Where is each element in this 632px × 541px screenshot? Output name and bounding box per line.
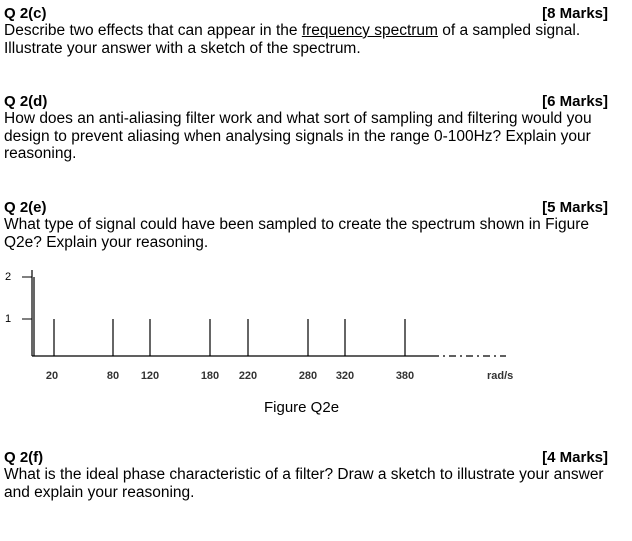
x-tick-label: 80 bbox=[106, 370, 120, 382]
x-tick-label: 220 bbox=[238, 370, 258, 382]
question-id: Q 2(f) bbox=[4, 449, 44, 466]
question-2e bbox=[4, 199, 608, 251]
question-2c bbox=[4, 5, 608, 57]
x-tick-label: 180 bbox=[200, 370, 220, 382]
question-text: What type of signal could have been sampled to create the spectrum shown in Figure Q2e? Explain your reasoning. bbox=[4, 216, 590, 251]
question-header bbox=[4, 5, 608, 22]
question-text-part: Describe two effects that can appear in the bbox=[4, 22, 302, 39]
x-tick-label: 20 bbox=[45, 370, 59, 382]
question-marks: [5 Marks] bbox=[542, 199, 608, 216]
question-2f bbox=[4, 449, 608, 501]
frequency-spectrum-link[interactable]: frequency spectrum bbox=[301, 22, 438, 39]
question-text-part: of a sampled signal. bbox=[437, 22, 581, 39]
question-marks: [8 Marks] bbox=[542, 5, 608, 22]
question-id: Q 2(d) bbox=[4, 93, 48, 110]
question-text bbox=[4, 22, 608, 57]
question-header bbox=[4, 93, 608, 110]
question-text: What is the ideal phase characteristic of a filter? Draw a sketch to illustrate your answer and explain your reasoning. bbox=[4, 466, 604, 501]
question-id: Q 2(c) bbox=[4, 5, 47, 22]
question-marks: [6 Marks] bbox=[542, 93, 608, 110]
question-marks: [4 Marks] bbox=[542, 449, 608, 466]
spectrum-figure bbox=[0, 262, 632, 392]
question-header bbox=[4, 449, 608, 466]
x-tick-label: 280 bbox=[298, 370, 318, 382]
y-tick-label: 2 bbox=[5, 271, 12, 283]
x-tick-label: 320 bbox=[335, 370, 355, 382]
x-tick-label: 120 bbox=[140, 370, 160, 382]
question-text: How does an anti-aliasing filter work and what sort of sampling and filtering would you design to prevent aliasing when analysing signals in the range 0-100Hz? Explain your reasoning. bbox=[4, 110, 592, 162]
question-2d bbox=[4, 93, 608, 163]
x-unit-label: rad/s bbox=[487, 370, 514, 382]
y-tick-label: 1 bbox=[5, 313, 12, 325]
x-tick-label: 380 bbox=[395, 370, 415, 382]
question-id: Q 2(e) bbox=[4, 199, 47, 216]
figure-caption: Figure Q2e bbox=[264, 399, 340, 416]
question-text-line2: Illustrate your answer with a sketch of the spectrum. bbox=[4, 39, 361, 57]
question-header bbox=[4, 199, 608, 216]
